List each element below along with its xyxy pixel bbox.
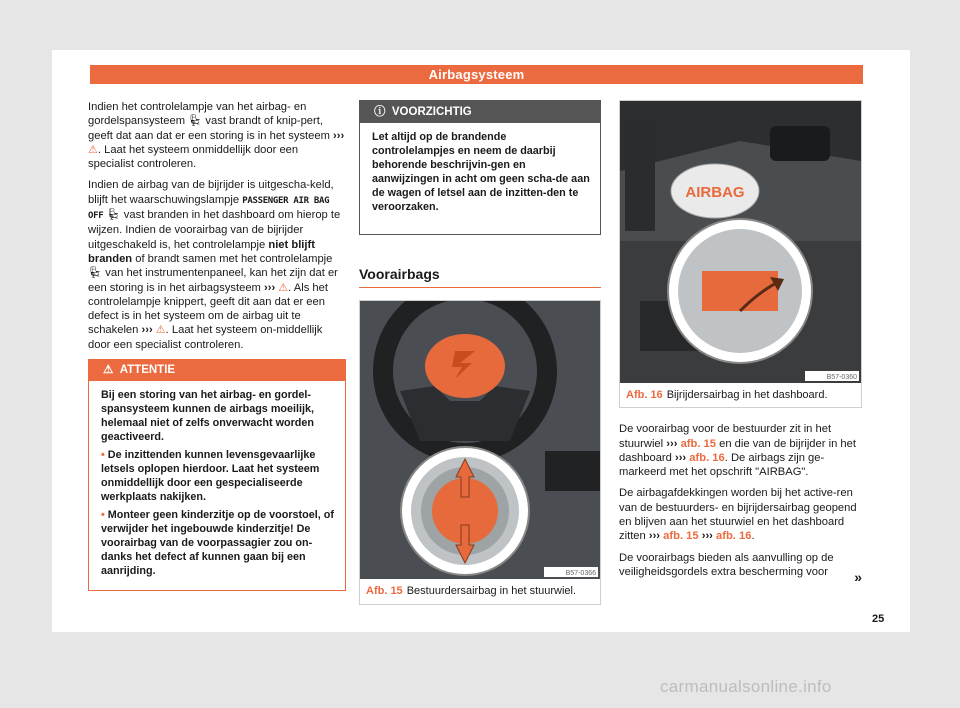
figure-16-caption: Afb. 16 Bijrijdersairbag in het dashboard.: [626, 389, 828, 401]
dashboard-airbag-image: [620, 101, 861, 383]
paragraph-bescherming: De voorairbags bieden als aanvulling op de veiligheidsgordels extra bescherming voor: [619, 551, 834, 578]
paragraph-afdekkingen: De airbagafdekkingen worden bij het active-ren van de bestuurders- en bijrijdersairbag geopend en blijven aan het stuurwiel en het dashboard zitten ››› afb. 15 ››› afb. 16.: [619, 487, 857, 543]
airbag-indicator-icon: 💺︎: [188, 115, 203, 128]
watermark: carmanualsonline.info: [660, 677, 832, 696]
info-circle-icon: ⓘ: [374, 106, 386, 118]
figure-reference-link[interactable]: afb. 16: [689, 451, 725, 464]
attention-item: • De inzittenden kunnen levensgevaarlijke letsels oplopen hierdoor. Laat het systeem onmiddellijk door een gespecialiseerde werkplaats nakijken.: [101, 449, 320, 504]
warning-triangle-icon: ⚠: [278, 281, 289, 294]
caution-body: Let altijd op de brandende controlelampjes en neem de daarbij behorende beschrijvin-gen en aanwijzingen in acht om geen scha-de aan de wagen of letsel aan de inzitten-den te veroorzaken.: [372, 131, 590, 213]
figure-reference-link[interactable]: afb. 15: [663, 530, 699, 543]
airbag-label: AIRBAG: [685, 184, 745, 201]
attention-body: Bij een storing van het airbag- en gordel-spansysteem kunnen de airbags moeilijk, helemaal niet of zelfs onverwacht worden geactiveerd. • De inzittenden kunnen levensgevaarlijke letsels oplopen hierdoor. Laat het systeem onmiddellijk door een gespecialiseerde werkplaats nakijken. • Monteer geen kinderzitje op de voorstoel, of verwijder het ingebouwde kinderzitje! De voorairbag van de voorpassagier zou on-danks het defect af kunnen gaan bij een aanrijding.: [101, 389, 334, 578]
passenger-airbag-off-label: PASSENGER AIR BAG OFF: [88, 195, 330, 222]
figure-reference-link[interactable]: afb. 15: [680, 437, 717, 450]
right-text: [619, 422, 862, 586]
steering-wheel-image: [360, 301, 600, 579]
continued-arrow: »: [854, 569, 862, 586]
figure-16: [619, 100, 862, 408]
warning-triangle-icon: ⚠: [103, 364, 114, 377]
manual-page: [52, 50, 910, 632]
airbag-indicator-icon: 💺︎: [88, 267, 103, 280]
caution-header: ⓘ VOORZICHTIG: [360, 101, 600, 123]
warning-triangle-icon: ⚠: [155, 324, 166, 337]
page-header: Airbagsysteem: [90, 65, 863, 84]
attention-item: • Monteer geen kinderzitje op de voorstoel, of verwijder het ingebouwde kinderzitje! De voorairbag van de voorpassagier zou on-danks het defect af kunnen gaan bij een aanrijding.: [101, 509, 334, 578]
paragraph-passenger-airbag-off: Indien de airbag van de bijrijder is uitgescha-keld, blijft het waarschuwingslampje PASSENGER AIR BAG OFF 💺︎ vast branden in het dashboard om hierop te wijzen. Indien de voorairbag van de bijrijder uitgeschakeld is, het controlelampje niet blijft branden of brandt samen met het controlelampje 💺︎ van het instrumentenpaneel, kan het zijn dat er een storing is in het airbagsysteem ››› ⚠. Als het controlelampje knippert, geeft dit aan dat er een defect is in het systeem om de airbag uit te schakelen ››› ⚠. Laat het systeem on-middellijk door een specialist controleren.: [88, 179, 341, 351]
section-title: Voorairbags: [359, 267, 601, 288]
reference-arrows: ›››: [333, 129, 345, 142]
caution-box: [359, 100, 601, 235]
page-number: 25: [872, 613, 885, 625]
left-column: [88, 100, 346, 591]
figure-reference-link[interactable]: afb. 16: [716, 530, 752, 543]
paragraph-indicator-storing: Indien het controlelampje van het airbag- en gordelspansysteem 💺︎ vast brandt of knip-pert, geeft dat aan dat er een storing is in het systeem ››› ⚠. Laat het systeem onmiddellijk door een specialist controleren.: [88, 101, 345, 171]
figure-code: B57-0366: [565, 570, 596, 578]
figure-15-caption: Afb. 15 Bestuurdersairbag in het stuurwiel.: [366, 585, 577, 598]
figure-15: [359, 300, 601, 604]
warning-triangle-icon: ⚠: [88, 143, 98, 156]
attention-header: ⚠ ATTENTIE: [89, 359, 345, 381]
figure-code: B57-0360: [826, 374, 857, 381]
middle-column: [359, 100, 601, 605]
right-column: [619, 100, 862, 586]
paragraph-voorairbag: De voorairbag voor de bestuurder zit in het stuurwiel ››› afb. 15 en die van de bijrijder in het dashboard ››› afb. 16. De airbags zijn ge-markeerd met het opschrift "AIRBAG".: [619, 423, 856, 479]
attention-box: [88, 359, 346, 591]
passenger-airbag-off-icon: 💺︎: [106, 209, 121, 222]
